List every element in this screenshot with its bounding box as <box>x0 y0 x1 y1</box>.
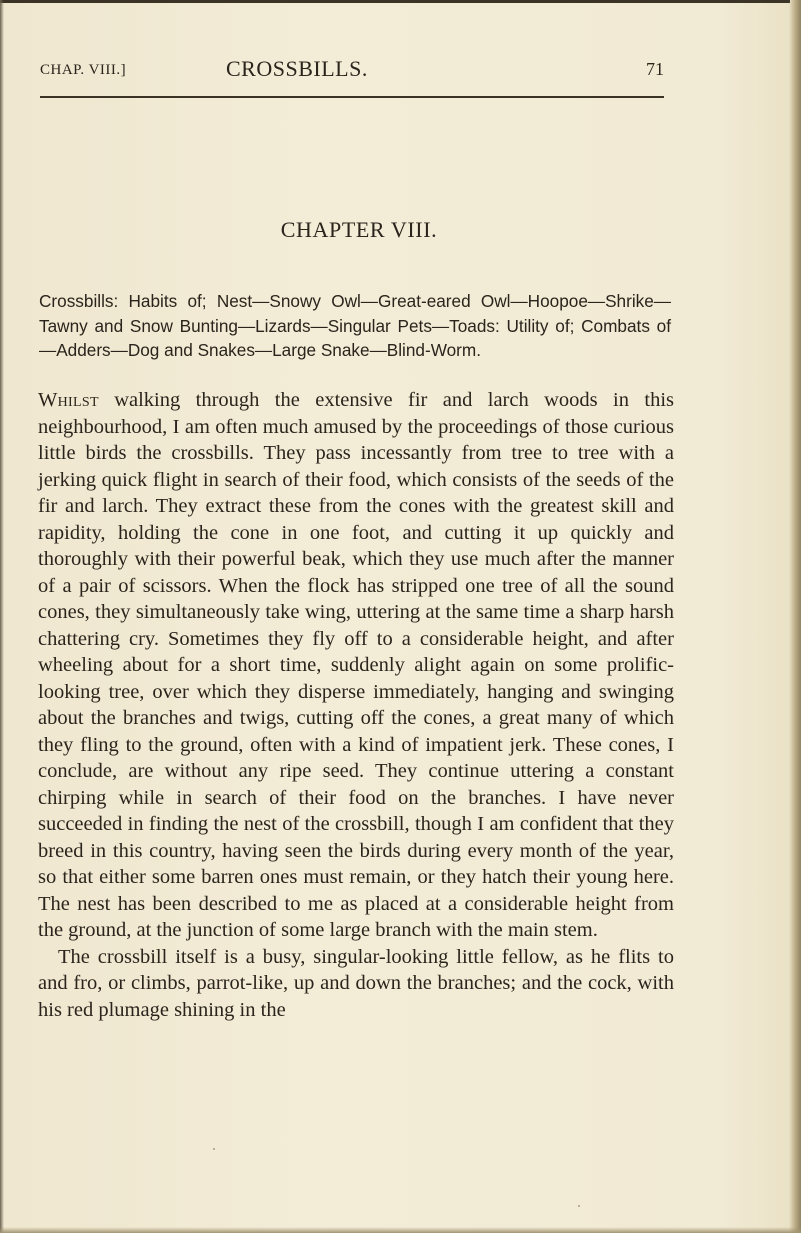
running-head-title: CROSSBILLS. <box>226 56 368 81</box>
body-text <box>38 387 674 1023</box>
running-head-rule <box>40 96 664 98</box>
chapter-synopsis: Crossbills: Habits of; Nest—Snowy Owl—Great-eared Owl—Hoopoe—Shrike—Tawny and Snow Bunting—Lizards—Singular Pets—Toads: Utility of; Combats of—Adders—Dog and Snakes—Large Snake—Blind-Worm. <box>39 291 671 360</box>
running-head-chapter-ref: CHAP. VIII.] <box>40 62 127 78</box>
page-bottom-edge <box>0 1227 801 1233</box>
top-page-rule <box>0 0 790 3</box>
running-head <box>40 56 664 86</box>
paper-speck <box>213 1148 215 1150</box>
page-number: 71 <box>646 59 664 79</box>
opening-word: Whilst <box>38 389 99 411</box>
page-left-edge <box>0 0 4 1233</box>
paragraph-1-text: walking through the extensive fir and larch woods in this neighbourhood, I am often much amused by the proceedings of those curious little birds the crossbills. They pass incessantly from tree to tree with a jerking quick flight in search of their food, which consists of the seeds of the fir and larch. They extract these from the cones with the greatest skill and rapidity, holding the cone in one foot, and cutting it up quickly and thoroughly with their powerful beak, which they use much after the manner of a pair of scissors. When the flock has stripped one tree of all the sound cones, they simultaneously take wing, uttering at the same time a sharp harsh chattering cry. Sometimes they fly off to a considerable height, and after wheeling about for a short time, suddenly alight again on some prolific-looking tree, over which they disperse immediately, hanging and swinging about the branches and twigs, cutting off the cones, a great many of which they fling to the ground, often with a kind of impatient jerk. These cones, I conclude, are without any ripe seed. They continue uttering a constant chirping while in search of their food on the branches. I have never succeeded in finding the nest of the crossbill, though I am confident that they breed in this country, having seen the birds during every month of the year, so that either some barren ones must remain, or they hatch their young here. The nest has been described to me as placed at a considerable height from the ground, at the junction of some large branch with the main stem. <box>38 389 674 941</box>
paragraph-1 <box>38 387 674 944</box>
page-right-edge <box>789 0 801 1233</box>
chapter-heading: CHAPTER VIII. <box>280 217 438 242</box>
paper-speck <box>578 1205 580 1207</box>
paragraph-2: The crossbill itself is a busy, singular-looking little fellow, as he flits to and fro, or climbs, parrot-like, up and down the branches; and the cock, with his red plumage shining in the <box>38 945 674 1021</box>
